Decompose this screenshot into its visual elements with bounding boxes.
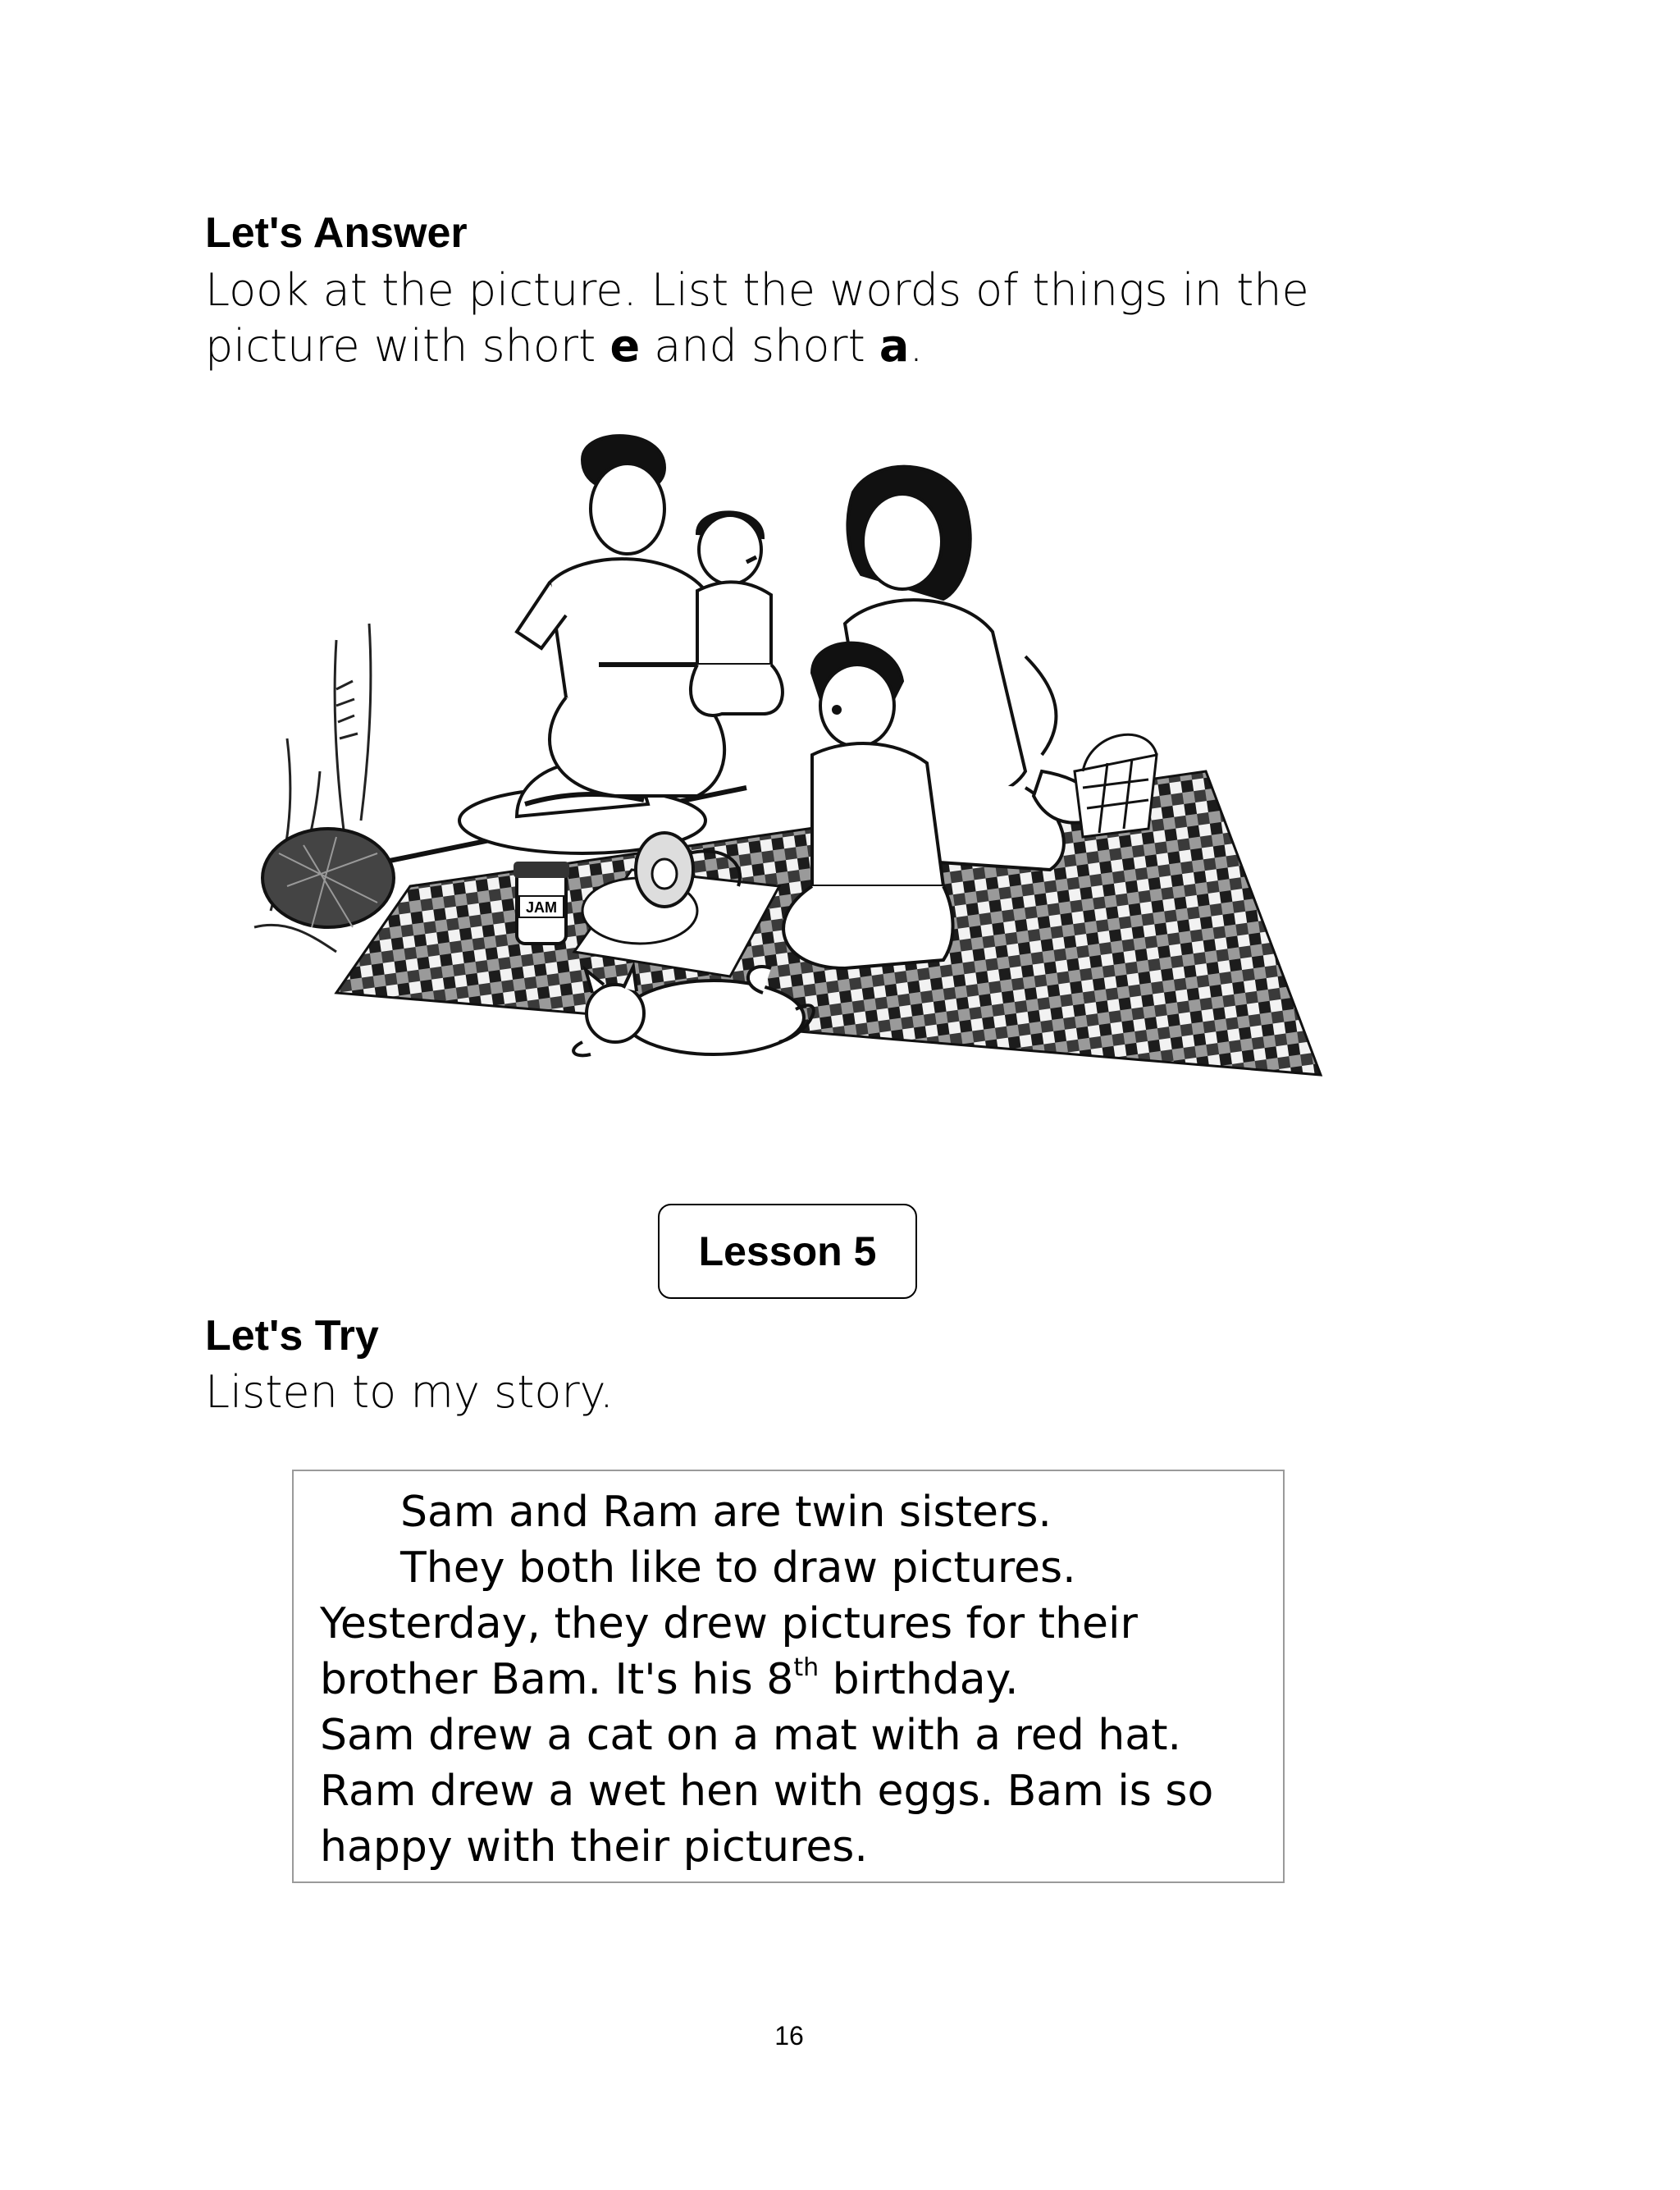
instruction-text: . <box>909 320 924 372</box>
story-line-7: happy with their pictures. <box>320 1822 868 1872</box>
short-e-letter: e <box>609 320 641 372</box>
story-line-3: Yesterday, they drew pictures for their <box>320 1599 1138 1648</box>
story-line-2: They both like to draw pictures. <box>400 1543 1076 1593</box>
answer-instruction-line-2 <box>205 318 924 374</box>
page-number: 16 <box>774 2021 804 2051</box>
short-a-letter: a <box>879 320 910 372</box>
basket-drawing <box>1075 734 1157 837</box>
lesson-label-box: Lesson 5 <box>658 1204 917 1299</box>
answer-instruction-line-1: Look at the picture. List the words of things in the <box>205 264 1309 316</box>
instruction-text: picture with short <box>205 320 610 372</box>
story-box <box>292 1470 1285 1883</box>
story-text: birthday. <box>819 1655 1019 1704</box>
story-line-1: Sam and Ram are twin sisters. <box>400 1488 1052 1537</box>
story-line-5: Sam drew a cat on a mat with a red hat. <box>320 1711 1182 1760</box>
instruction-text: and short <box>640 320 879 372</box>
story-line-6: Ram drew a wet hen with eggs. Bam is so <box>320 1767 1214 1816</box>
jam-jar-drawing <box>514 862 569 944</box>
lets-answer-heading: Let's Answer <box>205 209 468 257</box>
jam-jar-label: JAM <box>525 899 558 916</box>
story-line-4 <box>320 1652 1019 1708</box>
lets-try-heading: Let's Try <box>205 1312 379 1360</box>
picnic-illustration <box>238 427 1337 1083</box>
try-instruction: Listen to my story. <box>205 1366 614 1418</box>
ordinal-suffix: th <box>793 1653 819 1682</box>
toddler-drawing <box>691 512 783 716</box>
story-text: brother Bam. It's his 8 <box>320 1655 794 1704</box>
